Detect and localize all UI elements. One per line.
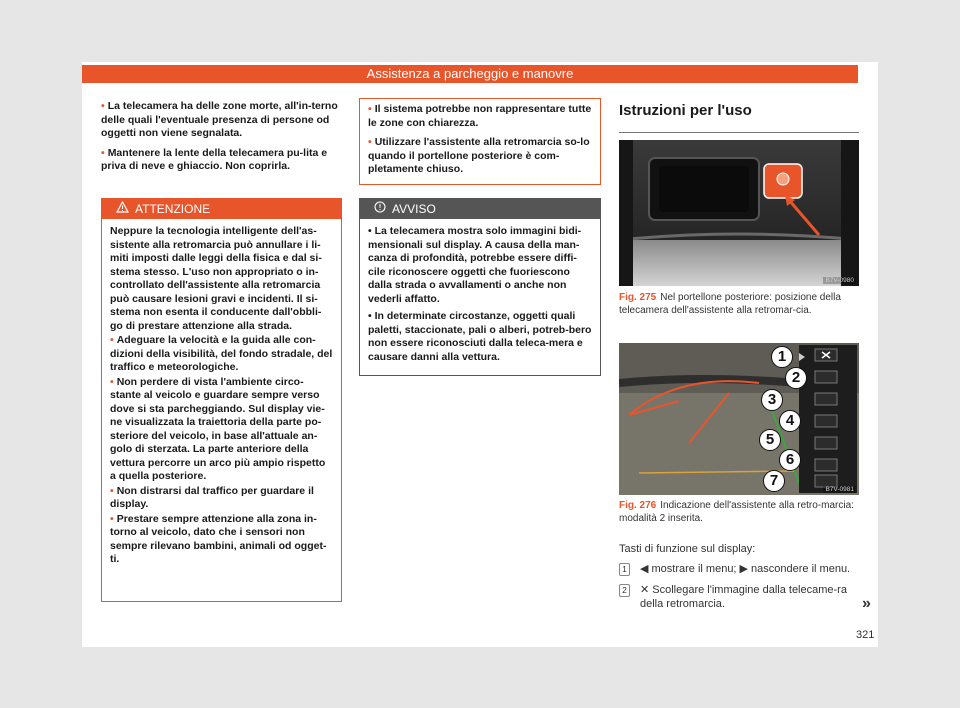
callout-7: 7 (763, 470, 785, 492)
note-box (359, 198, 601, 376)
warning-continuation-body (360, 99, 600, 184)
chapter-header: Assistenza a parcheggio e manovre (82, 65, 858, 83)
function-keys-title: Tasti di funzione sul display: (619, 543, 756, 555)
page-number: 321 (856, 629, 875, 641)
callout-2: 2 (785, 367, 807, 389)
figure-276-caption: Fig. 276 Indicazione dell'assistente alla retro-marcia: modalità 2 inserita. (619, 500, 854, 524)
warning-box (101, 198, 342, 602)
warning-body (102, 219, 341, 574)
callout-1: 1 (771, 346, 793, 368)
figure-276-image (619, 343, 859, 495)
figure-number: Fig. 275 (619, 292, 657, 303)
warning-triangle-icon (116, 199, 129, 219)
warning-title: ATTENZIONE (135, 202, 211, 216)
list-item: • La telecamera ha delle zone morte, all'in-terno delle quali l'eventuale presenza di persone od oggetti non viene segnalata. (101, 100, 338, 139)
note-title: AVVISO (392, 202, 436, 216)
list-item: • In determinate circostanze, oggetti quali paletti, staccionate, pali o alberi, potreb-bero non essere riconosciuti dalla teleca-mera e causare danni alla vettura. (368, 310, 592, 363)
continued-arrow: » (862, 595, 871, 612)
callout-6: 6 (779, 449, 801, 471)
key-item-1 (619, 562, 851, 576)
list-item: • Mantenere la lente della telecamera pu-lita e priva di neve e ghiaccio. Non coprirla. (101, 146, 328, 172)
figure-number: Fig. 276 (619, 500, 657, 511)
info-circle-icon (374, 199, 386, 219)
note-title-bar (360, 199, 600, 219)
callout-3: 3 (761, 389, 783, 411)
callout-4: 4 (779, 410, 801, 432)
note-body (360, 219, 600, 371)
section-title: Istruzioni per l'uso (619, 102, 752, 119)
key-description: ◀ mostrare il menu; ▶ nascondere il menu. (640, 563, 851, 575)
list-item: • Adeguare la velocità e la guida alle con-dizioni della visibilità, del fondo stradale, del traffico e meteorologiche. (110, 334, 333, 373)
list-item: • Utilizzare l'assistente alla retromarcia so-lo quando il portellone posteriore è com-pletamente chiuso. (368, 136, 590, 175)
list-item: • La telecamera mostra solo immagini bidi-mensionali sul display. A causa della man-canza di profondità, potrebbe essere diffi-cile riconoscere oggetti che fuoriescono dalla strada o avvallamenti o anche non vederli affatto. (368, 225, 582, 305)
key-number-badge: 2 (619, 584, 630, 597)
callout-5: 5 (759, 429, 781, 451)
list-item: • Prestare sempre attenzione alla zona in-torno al veicolo, dato che i sensori non sempre rilevano bambini, animali od ogget-ti. (110, 512, 327, 565)
warning-title-bar (102, 199, 341, 219)
manual-page (82, 62, 878, 647)
warning-continuation-box (359, 98, 601, 185)
column-1 (101, 100, 341, 180)
figure-275-image (619, 140, 859, 286)
key-description: ✕ Scollegare l'immagine dalla telecame-ra della retromarcia. (640, 584, 847, 610)
key-item-2 (619, 583, 847, 610)
list-item: • Il sistema potrebbe non rappresentare tutte le zone con chiarezza. (368, 103, 592, 129)
divider (619, 132, 859, 133)
figure-code: B7V-0980 (825, 277, 854, 284)
list-item: • Non distrarsi dal traffico per guardare il display. (110, 484, 314, 510)
figure-code: B7V-0981 (825, 486, 854, 493)
figure-275-caption: Fig. 275 Nel portellone posteriore: posizione della telecamera dell'assistente alla retromar-cia. (619, 292, 841, 316)
key-number-badge: 1 (619, 563, 630, 576)
list-item: • Non perdere di vista l'ambiente circo-stante al veicolo e guardare sempre verso dove si sta parcheggiando. Sul display vie-ne visualizzata la traiettoria della parte po-steriore del veicolo, in base all'attuale an-golo di sterzata. La parte anteriore della vettura percorre un arco più ampio rispetto a quella posteriore. (110, 375, 326, 482)
warning-intro: Neppure la tecnologia intelligente dell'as-sistente alla retromarcia può annullare i li-miti imposti dalle leggi della fisica e dal si-stema stesso. L'uso non appropriato o in-controllato dell'assistente alla retromarcia può causare lesioni gravi e incidenti. Il si-stema non esenta il conducente dall'obbli-go di prestare attenzione alla strada. (110, 225, 322, 332)
